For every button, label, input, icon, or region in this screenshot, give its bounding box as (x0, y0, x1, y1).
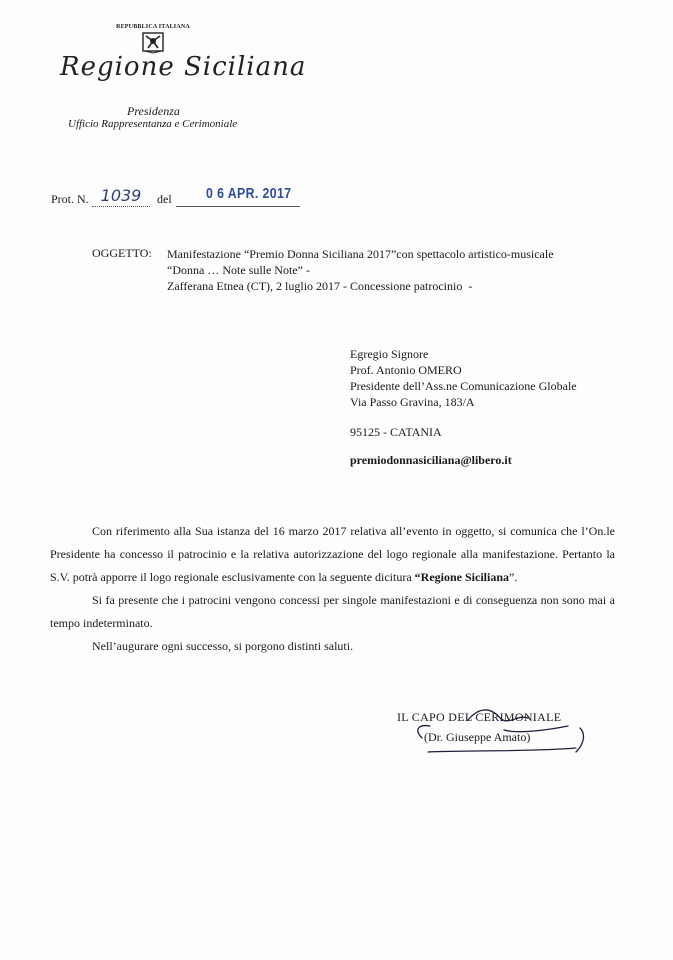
date-stamp: 0 6 APR. 2017 (206, 185, 292, 202)
signature-name: (Dr. Giuseppe Amato) (424, 730, 531, 744)
letter-body (50, 520, 615, 658)
recipient-salutation: Egregio Signore (350, 347, 429, 361)
letterhead-emblem (108, 24, 198, 54)
coat-of-arms-icon (141, 32, 165, 54)
region-name-logo: Regione Siciliana (60, 52, 307, 82)
date-label: del (157, 192, 172, 206)
office-label: Ufficio Rappresentanza e Cerimoniale (68, 118, 238, 130)
protocol-label: Prot. N. (51, 192, 89, 206)
body-paragraph-1 (50, 520, 615, 589)
subject-line: “Donna … Note sulle Note” - (167, 263, 310, 277)
body-paragraph-3: Nell’augurare ogni successo, si porgono distinti saluti. (92, 639, 354, 653)
recipient-city: 95125 - CATANIA (350, 425, 442, 439)
protocol-number-line (92, 206, 150, 207)
body-p1-bold: “Regione Siciliana (414, 570, 510, 584)
subject-line: Zafferana Etnea (CT), 2 luglio 2017 - Concessione patrocinio - (167, 279, 473, 293)
presidenza-label: Presidenza (127, 104, 180, 118)
subject-text (167, 246, 554, 294)
body-p1-text: Con riferimento alla Sua istanza del 16 marzo 2017 relativa all’evento in oggetto, si comunica che l’On.le Presidente ha concesso il patrocinio e la relativa autorizzazione del logo regionale alla manifestazione. Pertanto la S.V. potrà apporre il logo regionale esclusivamente con la seguente dicitura (50, 524, 615, 584)
protocol-number: 1039 (100, 186, 142, 205)
subject-label: OGGETTO: (92, 246, 152, 260)
recipient-name: Prof. Antonio OMERO (350, 363, 462, 377)
republic-label: REPUBBLICA ITALIANA (116, 24, 190, 30)
recipient-block (350, 346, 577, 468)
date-line (176, 206, 300, 207)
body-paragraph-2: Si fa presente che i patrocini vengono concessi per singole manifestazioni e di conseguenza non sono mai a tempo indeterminato. (50, 593, 615, 630)
recipient-street: Via Passo Gravina, 183/A (350, 395, 475, 409)
body-p1-end: ”. (509, 570, 518, 584)
recipient-role: Presidente dell’Ass.ne Comunicazione Globale (350, 379, 577, 393)
recipient-email: premiodonnasiciliana@libero.it (350, 453, 512, 467)
signature-title: IL CAPO DEL CERIMONIALE (397, 710, 562, 724)
subject-line: Manifestazione “Premio Donna Siciliana 2017”con spettacolo artistico-musicale (167, 247, 554, 261)
handwritten-signature-icon (408, 700, 598, 760)
